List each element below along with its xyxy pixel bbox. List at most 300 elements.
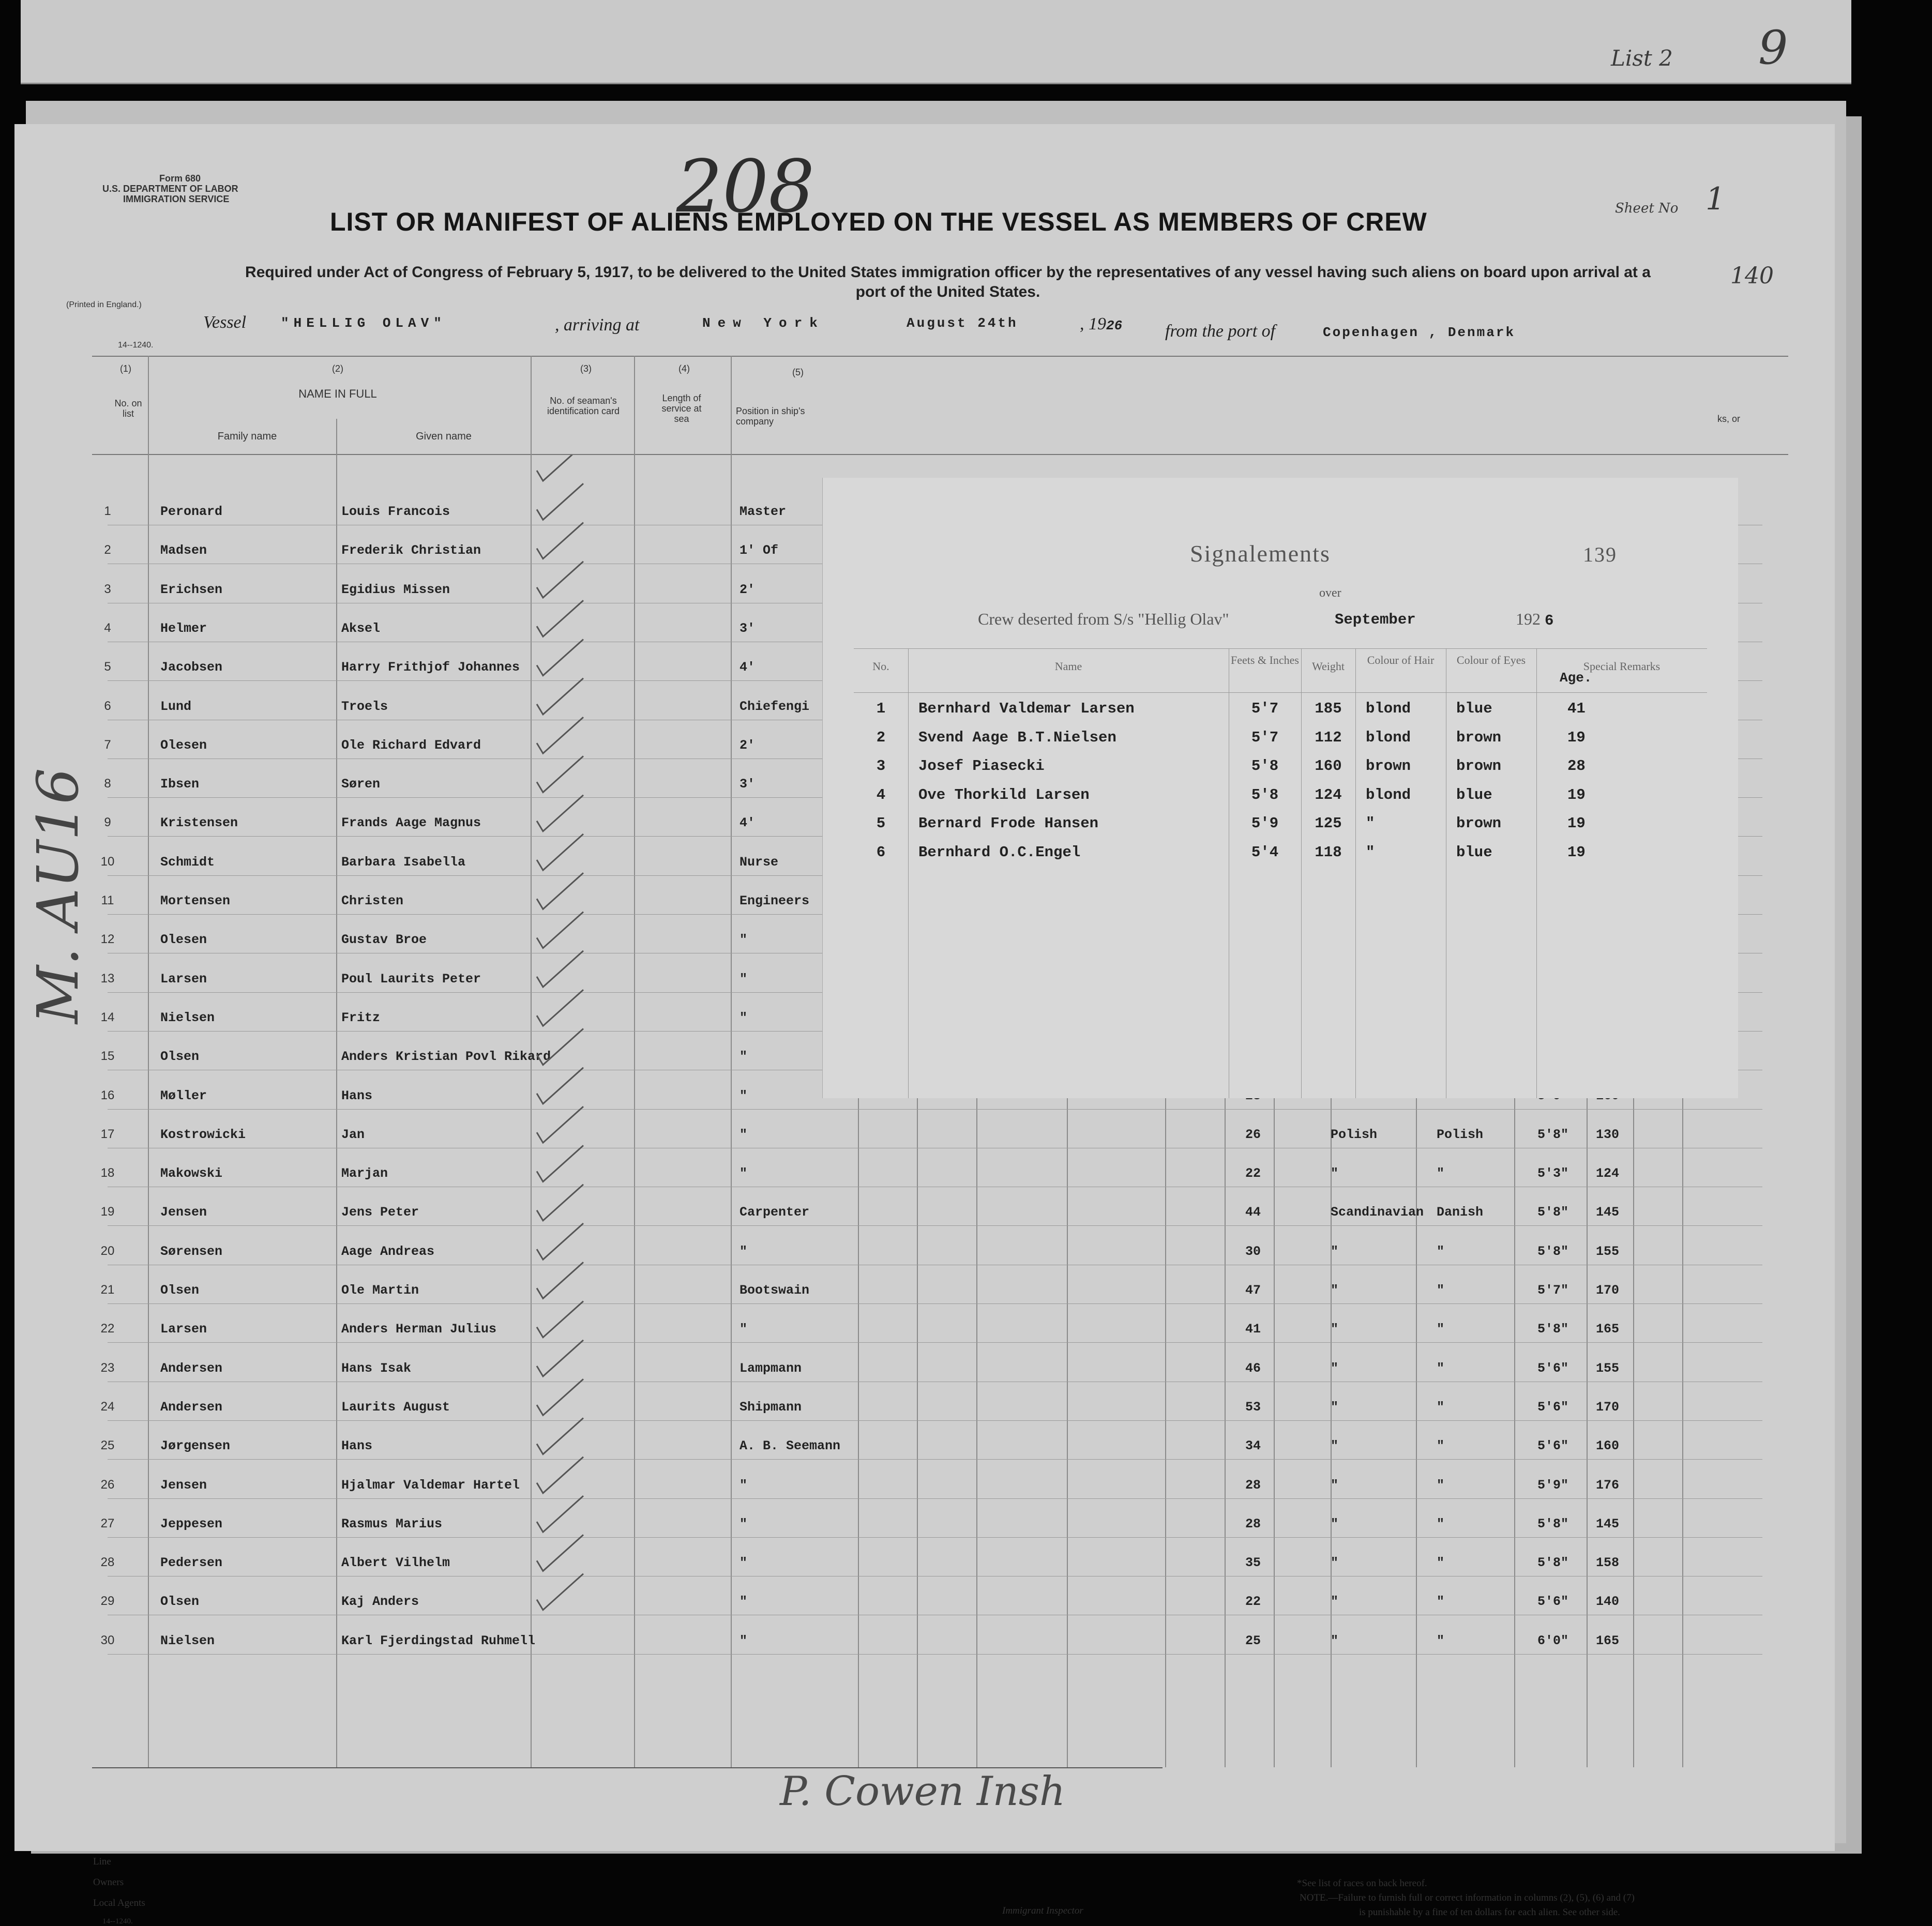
row-number: 10 xyxy=(100,854,115,869)
position: " xyxy=(739,1049,748,1065)
position: " xyxy=(739,971,748,987)
row-number: 18 xyxy=(100,1166,115,1180)
header-rule xyxy=(92,356,1788,357)
page-subtitle: Required under Act of Congress of February 5, 1917, to be delivered to the United States immigration officer by the representatives of any vessel having such aliens on board upon arrival at a port of the United States. xyxy=(245,264,1651,300)
sig-eyes-header: Colour of Eyes xyxy=(1456,654,1526,666)
footer-local-agents: Local Agents xyxy=(93,1898,145,1908)
sig-age: 19 xyxy=(1567,815,1586,832)
height: 5'6" xyxy=(1537,1399,1569,1415)
position: " xyxy=(739,1477,748,1493)
weight: 140 xyxy=(1596,1594,1620,1610)
sig-weight-header: Weight xyxy=(1312,660,1345,673)
sig-age-header: Age. xyxy=(1560,670,1592,686)
from-port-label: from the port of xyxy=(1165,322,1276,341)
sig-divider xyxy=(1536,648,1537,1098)
column-divider xyxy=(731,356,732,1767)
age: 44 xyxy=(1245,1205,1261,1220)
row-rule xyxy=(108,1303,1762,1304)
printed-in: (Printed in England.) xyxy=(66,300,142,309)
family-name: Kristensen xyxy=(160,815,238,831)
row-number: 24 xyxy=(100,1399,115,1414)
family-name: Makowski xyxy=(160,1166,223,1181)
sig-hair-header: Colour of Hair xyxy=(1367,654,1435,666)
weight: 124 xyxy=(1596,1166,1620,1181)
position: Shipmann xyxy=(739,1399,802,1415)
race: " xyxy=(1331,1243,1339,1259)
race: " xyxy=(1331,1322,1339,1337)
family-name: Helmer xyxy=(160,620,207,636)
race: " xyxy=(1331,1360,1339,1376)
given-name: Hans xyxy=(341,1088,373,1103)
weight: 155 xyxy=(1596,1360,1620,1376)
nationality: " xyxy=(1437,1166,1445,1181)
family-name: Olsen xyxy=(160,1049,200,1065)
col3-number: (3) xyxy=(580,363,592,374)
family-name: Jeppesen xyxy=(160,1516,223,1531)
row-number: 16 xyxy=(100,1088,115,1102)
checkmark xyxy=(537,1457,583,1493)
family-name: Larsen xyxy=(160,971,207,987)
weight: 155 xyxy=(1596,1243,1620,1259)
family-name: Nielsen xyxy=(160,1633,215,1648)
given-name-header: Given name xyxy=(416,431,472,442)
row-number: 2 xyxy=(104,543,111,557)
row-number: 25 xyxy=(100,1438,115,1453)
given-name: Harry Frithjof Johannes xyxy=(341,660,520,675)
row-number: 29 xyxy=(100,1594,115,1609)
position: " xyxy=(739,1633,748,1648)
col2-header: NAME IN FULL xyxy=(298,387,377,400)
signalements-over: over xyxy=(1319,586,1341,600)
sig-eyes: blue xyxy=(1456,786,1492,803)
row-number: 23 xyxy=(100,1360,115,1375)
height: 5'8" xyxy=(1537,1127,1569,1142)
col5-header: Position in ship's company xyxy=(736,406,805,427)
family-name: Andersen xyxy=(160,1399,223,1415)
column-divider xyxy=(1067,1091,1068,1767)
column-divider xyxy=(1274,1091,1275,1767)
sig-row-number: 2 xyxy=(876,729,886,746)
row-rule xyxy=(108,1459,1762,1460)
nationality: " xyxy=(1437,1633,1445,1648)
checkmark xyxy=(537,1223,583,1260)
nationality: " xyxy=(1437,1243,1445,1259)
row-number: 22 xyxy=(100,1322,115,1336)
footer-note-penalty: NOTE.—Failure to furnish full or correct information in columns (2), (5), (6) and (7) xyxy=(1300,1892,1635,1903)
family-name: Olesen xyxy=(160,932,207,948)
footer-note-fine: is punishable by a fine of ten dollars for each alien. See other side. xyxy=(1359,1907,1620,1918)
sig-name: Ove Thorkild Larsen xyxy=(918,786,1090,803)
family-name: Ibsen xyxy=(160,777,200,792)
race: Polish xyxy=(1331,1127,1378,1142)
sig-eyes: brown xyxy=(1456,729,1502,746)
signalements-number: 139 xyxy=(1583,543,1617,566)
family-name: Jacobsen xyxy=(160,660,223,675)
checkmark xyxy=(537,455,583,481)
list-label: List 2 xyxy=(1611,46,1673,71)
position: Bootswain xyxy=(739,1283,810,1298)
age: 35 xyxy=(1245,1555,1261,1571)
race: Scandinavian xyxy=(1331,1205,1424,1220)
given-name: Søren xyxy=(341,777,381,792)
checkmark xyxy=(537,1301,583,1338)
sig-height: 5'4 xyxy=(1251,843,1279,861)
row-number: 17 xyxy=(100,1127,115,1141)
column-divider xyxy=(148,356,149,1767)
position: 4' xyxy=(739,815,756,831)
height: 6'0" xyxy=(1537,1633,1569,1648)
row-number: 30 xyxy=(100,1633,115,1647)
race: " xyxy=(1331,1399,1339,1415)
checkmark xyxy=(537,717,583,753)
row-number: 14 xyxy=(100,1010,115,1024)
position: Master xyxy=(739,504,787,519)
footer-line: Line xyxy=(93,1856,111,1867)
footer-inspector: Immigrant Inspector xyxy=(1002,1905,1083,1916)
sig-weight: 124 xyxy=(1315,786,1342,803)
height: 5'8" xyxy=(1537,1243,1569,1259)
sig-divider xyxy=(908,648,909,1098)
position: Carpenter xyxy=(739,1205,810,1220)
checkmark xyxy=(537,1574,583,1610)
family-name: Olsen xyxy=(160,1594,200,1610)
row-number: 20 xyxy=(100,1243,115,1258)
weight: 158 xyxy=(1596,1555,1620,1571)
row-number: 21 xyxy=(100,1283,115,1297)
manifest-page xyxy=(14,124,1835,1925)
nationality: " xyxy=(1437,1399,1445,1415)
position: 1' Of xyxy=(739,543,779,558)
row-number: 15 xyxy=(100,1049,115,1064)
checkmark xyxy=(537,1418,583,1454)
family-name: Jørgensen xyxy=(160,1438,231,1454)
given-name: Karl Fjerdingstad Ruhmell xyxy=(341,1633,536,1648)
column-divider xyxy=(1225,1091,1226,1767)
given-name: Hjalmar Valdemar Hartel xyxy=(341,1477,520,1493)
race: " xyxy=(1331,1633,1339,1648)
from-port: Copenhagen , Denmark xyxy=(1323,325,1516,340)
row-number: 3 xyxy=(104,582,111,596)
family-name: Pedersen xyxy=(160,1555,223,1571)
family-name: Olsen xyxy=(160,1283,200,1298)
row-rule xyxy=(108,1342,1762,1343)
position: 4' xyxy=(739,660,756,675)
family-name: Sørensen xyxy=(160,1243,223,1259)
age: 22 xyxy=(1245,1594,1261,1610)
weight: 160 xyxy=(1596,1438,1620,1454)
checkmark xyxy=(537,1106,583,1143)
row-rule xyxy=(108,1420,1762,1421)
height: 5'6" xyxy=(1537,1360,1569,1376)
col5-number: (5) xyxy=(792,367,804,377)
checkmarks-column xyxy=(526,455,671,1779)
race: " xyxy=(1331,1555,1339,1571)
checkmark xyxy=(537,1535,583,1571)
header-rule xyxy=(92,454,1788,455)
height: 5'8" xyxy=(1537,1516,1569,1531)
given-name: Frederik Christian xyxy=(341,543,481,558)
sig-rule xyxy=(854,692,1707,693)
family-name: Erichsen xyxy=(160,582,223,597)
family-name: Jensen xyxy=(160,1205,207,1220)
given-name: Aksel xyxy=(341,620,381,636)
sig-row-number: 3 xyxy=(876,757,886,775)
sig-name-header: Name xyxy=(1054,660,1082,673)
nationality: " xyxy=(1437,1555,1445,1571)
age: 26 xyxy=(1245,1127,1261,1142)
footer-note-races: *See list of races on back hereof. xyxy=(1297,1878,1427,1889)
weight: 165 xyxy=(1596,1322,1620,1337)
height: 5'8" xyxy=(1537,1322,1569,1337)
column-divider xyxy=(1682,1091,1683,1767)
position: 2' xyxy=(739,737,756,753)
remarks-header-fragment: ks, or xyxy=(1717,414,1740,424)
race: " xyxy=(1331,1516,1339,1531)
position: " xyxy=(739,1594,748,1610)
family-name: Andersen xyxy=(160,1360,223,1376)
checkmark xyxy=(537,951,583,987)
given-name: Laurits August xyxy=(341,1399,450,1415)
sig-age: 19 xyxy=(1567,729,1586,746)
row-number: 19 xyxy=(100,1205,115,1219)
sig-weight: 112 xyxy=(1315,729,1342,746)
sig-height: 5'8 xyxy=(1251,786,1279,803)
sig-height: 5'7 xyxy=(1251,729,1279,746)
checkmark xyxy=(537,1340,583,1376)
position: Chiefengi xyxy=(739,699,810,714)
sig-name: Josef Piasecki xyxy=(918,757,1045,775)
position: " xyxy=(739,1243,748,1259)
stamp-number: 208 xyxy=(676,145,815,229)
column-divider xyxy=(336,419,337,1767)
signalements-month: September xyxy=(1335,611,1416,628)
position: Engineers xyxy=(739,893,810,908)
given-name: Poul Laurits Peter xyxy=(341,971,481,987)
column-divider xyxy=(1165,1091,1166,1767)
row-rule xyxy=(108,1654,1762,1655)
family-name-header: Family name xyxy=(217,431,277,442)
column-divider xyxy=(1416,1091,1417,1767)
row-number: 26 xyxy=(100,1477,115,1492)
checkmark xyxy=(537,795,583,831)
row-number: 12 xyxy=(100,932,115,947)
col1-header: No. on list xyxy=(114,398,142,419)
row-number: 27 xyxy=(100,1516,115,1530)
nationality: " xyxy=(1437,1516,1445,1531)
footer-owners: Owners xyxy=(93,1877,124,1888)
row-number: 11 xyxy=(101,893,114,907)
position: " xyxy=(739,1088,748,1103)
checkmark xyxy=(537,640,583,676)
position: 2' xyxy=(739,582,756,597)
race: " xyxy=(1331,1594,1339,1610)
vessel-name: "HELLIG OLAV" xyxy=(281,315,446,331)
sig-hair: blond xyxy=(1366,729,1411,746)
col4-header: Length of service at sea xyxy=(661,393,702,424)
nationality: Danish xyxy=(1437,1205,1484,1220)
family-name: Mortensen xyxy=(160,893,231,908)
age: 22 xyxy=(1245,1166,1261,1181)
checkmark xyxy=(537,1029,583,1065)
row-number: 1 xyxy=(104,504,111,518)
column-divider xyxy=(917,1091,918,1767)
column-divider xyxy=(858,1091,859,1767)
checkmark xyxy=(537,562,583,598)
position: " xyxy=(739,1010,748,1025)
position: " xyxy=(739,1166,748,1181)
sig-row-number: 5 xyxy=(876,815,886,832)
row-rule xyxy=(108,1109,1762,1110)
sig-row-number: 6 xyxy=(876,843,886,861)
signalements-title: Signalements xyxy=(1190,540,1331,567)
sig-weight: 125 xyxy=(1315,815,1342,832)
age: 46 xyxy=(1245,1360,1261,1376)
column-divider xyxy=(1514,1091,1515,1767)
sig-hair: blond xyxy=(1366,700,1411,717)
signalements-line: Crew deserted from S/s "Hellig Olav" xyxy=(978,610,1229,628)
row-rule xyxy=(108,1225,1762,1226)
arrival-year: , 1926 xyxy=(1080,314,1123,333)
nationality: " xyxy=(1437,1360,1445,1376)
age: 30 xyxy=(1245,1243,1261,1259)
sig-hair: " xyxy=(1366,815,1375,832)
sig-row-number: 4 xyxy=(876,786,886,803)
given-name: Jens Peter xyxy=(341,1205,419,1220)
weight: 145 xyxy=(1596,1516,1620,1531)
sig-age: 19 xyxy=(1567,786,1586,803)
family-name: Nielsen xyxy=(160,1010,215,1025)
margin-stamp: M. AU16 xyxy=(25,768,91,1024)
age: 47 xyxy=(1245,1283,1261,1298)
sheet-number: 1 xyxy=(1705,181,1726,217)
family-name: Larsen xyxy=(160,1322,207,1337)
family-name: Lund xyxy=(160,699,192,714)
given-name: Ole Martin xyxy=(341,1283,419,1298)
position: Lampmann xyxy=(739,1360,802,1376)
sheet-label: Sheet No xyxy=(1615,201,1679,216)
checkmark xyxy=(537,600,583,636)
given-name: Albert Vilhelm xyxy=(341,1555,450,1571)
given-name: Troels xyxy=(341,699,388,714)
sig-weight: 160 xyxy=(1315,757,1342,775)
position: Nurse xyxy=(739,854,779,870)
row-number: 9 xyxy=(104,815,111,830)
sig-eyes: brown xyxy=(1456,757,1502,775)
position: 3' xyxy=(739,620,756,636)
signalements-year: 192 6 xyxy=(1516,610,1554,629)
sig-height: 5'7 xyxy=(1251,700,1279,717)
given-name: Egidius Missen xyxy=(341,582,450,597)
sig-name: Bernhard Valdemar Larsen xyxy=(918,700,1135,717)
row-number: 8 xyxy=(104,777,111,791)
row-rule xyxy=(108,1498,1762,1499)
family-name: Schmidt xyxy=(160,854,215,870)
age: 25 xyxy=(1245,1633,1261,1648)
checkmark xyxy=(537,523,583,559)
position: " xyxy=(739,1555,748,1571)
column-divider xyxy=(1633,1091,1634,1767)
height: 5'3" xyxy=(1537,1166,1569,1181)
checkmark xyxy=(537,834,583,870)
given-name: Christen xyxy=(341,893,404,908)
given-name: Hans Isak xyxy=(341,1360,412,1376)
race: " xyxy=(1331,1477,1339,1493)
column-divider xyxy=(976,1091,977,1767)
sig-age: 19 xyxy=(1567,843,1586,861)
nationality: " xyxy=(1437,1322,1445,1337)
arriving-label: , arriving at xyxy=(555,315,640,335)
family-name: Olesen xyxy=(160,737,207,753)
age: 53 xyxy=(1245,1399,1261,1415)
given-name: Ole Richard Edvard xyxy=(341,737,481,753)
given-name: Barbara Isabella xyxy=(341,854,466,870)
position: " xyxy=(739,1127,748,1142)
nationality: " xyxy=(1437,1438,1445,1454)
height: 5'9" xyxy=(1537,1477,1569,1493)
checkmark xyxy=(537,1379,583,1415)
weight: 145 xyxy=(1596,1205,1620,1220)
checkmark xyxy=(537,1185,583,1221)
sig-row-number: 1 xyxy=(876,700,886,717)
weight: 170 xyxy=(1596,1399,1620,1415)
position: 3' xyxy=(739,777,756,792)
col2-number: (2) xyxy=(332,363,343,374)
position: A. B. Seemann xyxy=(739,1438,841,1454)
footer-form-code: 14--1240. xyxy=(102,1917,133,1925)
row-number: 28 xyxy=(100,1555,115,1570)
vessel-label: Vessel xyxy=(203,313,247,332)
age: 28 xyxy=(1245,1477,1261,1493)
sig-name: Bernard Frode Hansen xyxy=(918,815,1099,832)
top-sheet xyxy=(21,0,1851,84)
margin-number: 140 xyxy=(1730,263,1774,289)
position: " xyxy=(739,1516,748,1531)
col3-header: No. of seaman's identification card xyxy=(547,396,620,416)
sig-hair: blond xyxy=(1366,786,1411,803)
sig-height: 5'9 xyxy=(1251,815,1279,832)
sig-weight: 118 xyxy=(1315,843,1342,861)
family-name: Møller xyxy=(160,1088,207,1103)
weight: 176 xyxy=(1596,1477,1620,1493)
arrival-port: New York xyxy=(702,315,825,331)
sig-remarks-header: Special Remarks xyxy=(1583,660,1661,673)
given-name: Gustav Broe xyxy=(341,932,427,948)
height: 5'6" xyxy=(1537,1438,1569,1454)
family-name: Madsen xyxy=(160,543,207,558)
sig-hair: " xyxy=(1366,843,1375,861)
row-number: 6 xyxy=(104,699,111,713)
sig-height-header: Feets & Inches xyxy=(1231,654,1299,666)
checkmark xyxy=(537,990,583,1026)
sig-hair: brown xyxy=(1366,757,1411,775)
sig-name: Svend Aage B.T.Nielsen xyxy=(918,729,1116,746)
checkmark xyxy=(537,912,583,948)
row-number: 5 xyxy=(104,660,111,674)
nationality: Polish xyxy=(1437,1127,1484,1142)
age: 41 xyxy=(1245,1322,1261,1337)
position: " xyxy=(739,932,748,948)
row-number: 7 xyxy=(104,737,111,752)
col4-number: (4) xyxy=(678,363,690,374)
weight: 130 xyxy=(1596,1127,1620,1142)
column-divider xyxy=(1331,1091,1332,1767)
given-name: Anders Kristian Povl Rikard xyxy=(341,1049,551,1065)
height: 5'8" xyxy=(1537,1555,1569,1571)
sig-age: 41 xyxy=(1567,700,1586,717)
given-name: Frands Aage Magnus xyxy=(341,815,481,831)
sig-weight: 185 xyxy=(1315,700,1342,717)
sig-height: 5'8 xyxy=(1251,757,1279,775)
